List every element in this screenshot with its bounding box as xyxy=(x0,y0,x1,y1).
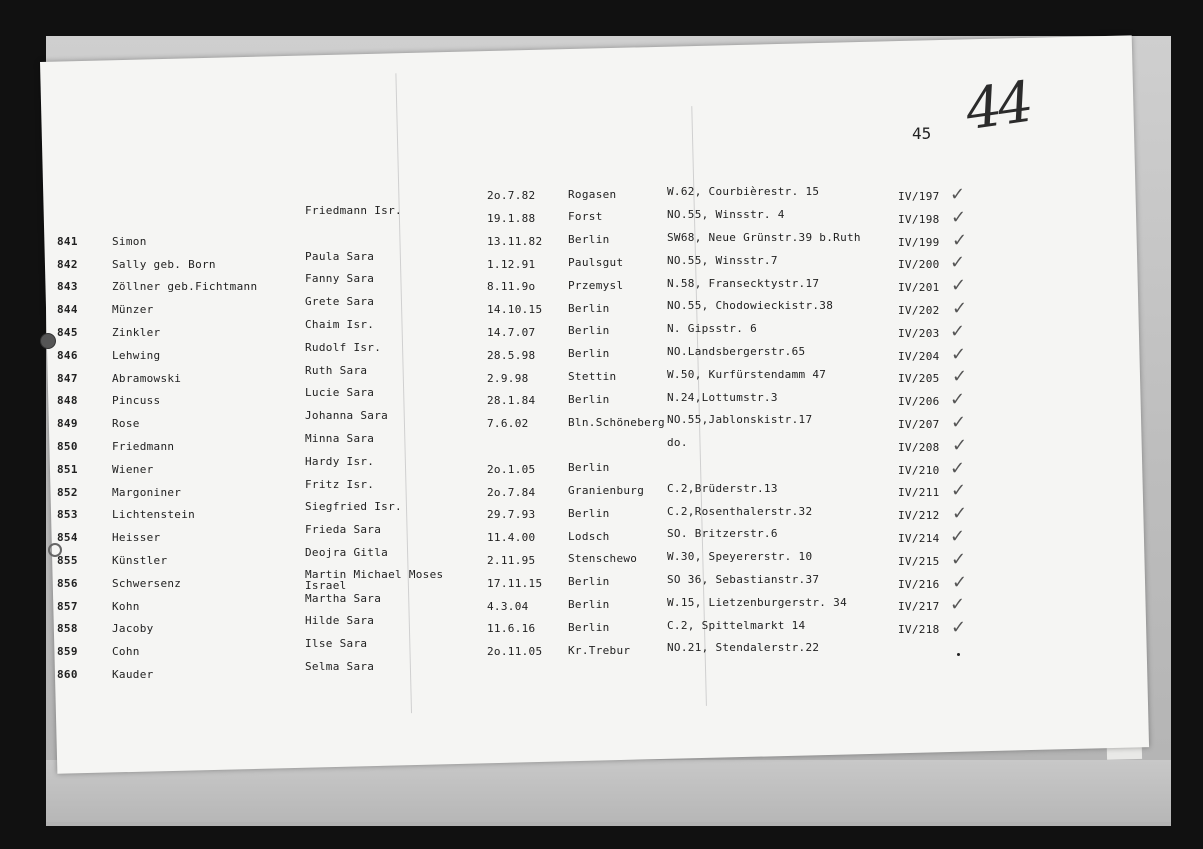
reference-number: IV/203 xyxy=(898,326,940,340)
row-number: 852 xyxy=(57,485,78,499)
address: NO.55, Chodowieckistr.38 xyxy=(667,299,834,313)
surname: Margoniner xyxy=(112,485,182,499)
handwritten-folio-number: 44 xyxy=(961,69,1034,144)
address: W.15, Lietzenburgerstr. 34 xyxy=(667,595,847,609)
address: NO.55, Winsstr. 4 xyxy=(667,208,785,222)
birthplace: Berlin xyxy=(568,597,610,611)
birthplace: Berlin xyxy=(568,575,610,589)
address: do. xyxy=(667,436,688,450)
surname: Lehwing xyxy=(112,348,161,362)
checkmark-icon: ✓ xyxy=(952,503,968,525)
row-number: 859 xyxy=(57,645,78,659)
reference-number: IV/216 xyxy=(898,577,940,591)
address: W.50, Kurfürstendamm 47 xyxy=(667,367,827,381)
checkmark-icon: ✓ xyxy=(952,434,968,456)
surname: Zinkler xyxy=(112,326,161,339)
reference-number: IV/210 xyxy=(898,463,940,477)
row-number: 858 xyxy=(57,622,78,636)
punch-hole-mark xyxy=(40,333,56,349)
address: NO.55, Winsstr.7 xyxy=(667,253,778,267)
row-number: 850 xyxy=(57,440,78,453)
given-names: Rudolf Isr. xyxy=(305,340,382,354)
reference-number: IV/207 xyxy=(898,418,940,431)
birth-date: 2o.11.05 xyxy=(487,645,543,659)
birthplace: Paulsgut xyxy=(568,255,624,269)
birthplace: Berlin xyxy=(568,461,610,475)
checkmark-icon: ✓ xyxy=(952,571,968,593)
birthplace: Bln.Schöneberg xyxy=(568,415,665,429)
given-names: Hardy Isr. xyxy=(305,454,375,468)
row-number: 847 xyxy=(57,371,78,385)
row-number: 851 xyxy=(57,462,78,476)
row-number: 848 xyxy=(57,394,78,408)
address: N.58, Fransecktystr.17 xyxy=(667,276,820,290)
reference-number: IV/211 xyxy=(898,486,940,500)
given-names: Friedmann Isr. xyxy=(305,204,402,217)
surname: Schwersenz xyxy=(112,576,182,590)
checkmark-icon: ✓ xyxy=(950,594,966,616)
given-names: Selma Sara xyxy=(305,660,375,673)
checkmark-icon: ✓ xyxy=(951,617,967,639)
reference-number: IV/212 xyxy=(898,509,940,523)
birthplace: Rogasen xyxy=(568,187,617,201)
birth-date: 11.4.00 xyxy=(487,531,536,545)
surname: Künstler xyxy=(112,554,168,567)
given-names: Lucie Sara xyxy=(305,386,375,400)
row-number: 845 xyxy=(57,326,78,339)
given-names: Fanny Sara xyxy=(305,272,375,286)
birth-date: 11.6.16 xyxy=(487,622,536,636)
birth-date: 2.11.95 xyxy=(487,554,536,568)
row-number: 855 xyxy=(57,554,78,567)
birth-date: 2.9.98 xyxy=(487,371,529,385)
surname: Cohn xyxy=(112,645,140,659)
birthplace: Berlin xyxy=(568,301,610,315)
birthplace: Stettin xyxy=(568,369,617,383)
checkmark-icon: ✓ xyxy=(950,457,966,479)
reference-number: IV/202 xyxy=(898,304,940,317)
column-rule xyxy=(395,73,412,713)
birthplace: Granienburg xyxy=(568,483,645,497)
given-names: Chaim Isr. xyxy=(305,318,375,331)
birth-date: 13.11.82 xyxy=(487,234,543,248)
given-names: Martin Michael Moses Israel xyxy=(305,567,444,592)
surname: Sally geb. Born xyxy=(112,257,216,271)
checkmark-icon: ✓ xyxy=(950,320,966,342)
reference-number: IV/218 xyxy=(898,623,940,637)
surname: Abramowski xyxy=(112,371,182,385)
checkmark-icon: ✓ xyxy=(950,526,966,547)
birthplace: Przemysl xyxy=(568,278,624,292)
given-names: Fritz Isr. xyxy=(305,477,375,491)
reference-number: IV/215 xyxy=(898,554,940,568)
birth-date: 17.11.15 xyxy=(487,576,543,590)
checkmark-icon: ✓ xyxy=(951,275,967,297)
birth-date: 4.3.04 xyxy=(487,599,529,613)
surname: Friedmann xyxy=(112,440,175,453)
given-names: Siegfried Isr. xyxy=(305,500,402,514)
birthplace: Lodsch xyxy=(568,529,610,543)
birth-date: 2o.7.82 xyxy=(487,189,536,203)
birth-date: 2o.1.05 xyxy=(487,462,536,476)
birth-date: 14.10.15 xyxy=(487,303,543,317)
address: SW68, Neue Grünstr.39 b.Ruth xyxy=(667,230,861,244)
checkmark-icon: ✓ xyxy=(951,412,967,433)
birth-date: 28.5.98 xyxy=(487,348,536,362)
row-number: 844 xyxy=(57,303,78,317)
birthplace: Berlin xyxy=(568,324,610,338)
reference-number: IV/201 xyxy=(898,281,940,295)
address: C.2, Spittelmarkt 14 xyxy=(667,618,806,632)
checkmark-icon: ✓ xyxy=(951,548,967,570)
birthplace: Berlin xyxy=(568,620,610,634)
given-names: Frieda Sara xyxy=(305,523,382,537)
surname: Heisser xyxy=(112,531,161,545)
surname: Kauder xyxy=(112,668,154,681)
birth-date: 14.7.07 xyxy=(487,326,536,340)
surname: Lichtenstein xyxy=(112,508,196,522)
checkmark-icon: ✓ xyxy=(951,480,967,502)
checkmark-icon: ✓ xyxy=(952,366,968,388)
ink-dot xyxy=(957,653,960,656)
checkmark-icon: ✓ xyxy=(952,298,968,319)
given-names: Martha Sara xyxy=(305,591,382,605)
reference-number: IV/217 xyxy=(898,600,940,614)
reference-number: IV/197 xyxy=(898,190,940,203)
reference-number: IV/200 xyxy=(898,258,940,272)
surname: Kohn xyxy=(112,599,140,613)
given-names: Ilse Sara xyxy=(305,637,368,651)
checkmark-icon: ✓ xyxy=(950,252,966,274)
surname: Jacoby xyxy=(112,622,154,636)
surname: Pincuss xyxy=(112,394,161,408)
given-names: Hilde Sara xyxy=(305,614,375,628)
punch-hole-ring xyxy=(48,543,62,557)
birth-date: 29.7.93 xyxy=(487,508,536,522)
row-number: 853 xyxy=(57,508,78,522)
surname: Zöllner geb.Fichtmann xyxy=(112,280,258,294)
surname: Münzer xyxy=(112,303,154,317)
reference-number: IV/214 xyxy=(898,532,940,545)
birth-date: 2o.7.84 xyxy=(487,485,536,499)
given-names: Ruth Sara xyxy=(305,363,368,377)
row-number: 841 xyxy=(57,234,78,248)
row-number: 843 xyxy=(57,280,78,294)
checkmark-icon: ✓ xyxy=(952,229,968,251)
typed-page-number: 45 xyxy=(912,124,932,143)
birth-date: 1.12.91 xyxy=(487,257,536,271)
checkmark-icon: ✓ xyxy=(950,184,966,205)
reference-number: IV/208 xyxy=(898,440,940,454)
reference-number: IV/206 xyxy=(898,395,940,409)
address: N.24,Lottumstr.3 xyxy=(667,390,778,404)
reference-number: IV/198 xyxy=(898,212,940,226)
surname: Simon xyxy=(112,234,147,248)
row-number: 842 xyxy=(57,257,78,271)
given-names: Minna Sara xyxy=(305,432,375,445)
address: SO 36, Sebastianstr.37 xyxy=(667,572,820,586)
birthplace: Berlin xyxy=(568,233,610,247)
address: NO.21, Stendalerstr.22 xyxy=(667,641,820,655)
address: N. Gipsstr. 6 xyxy=(667,322,757,336)
row-number: 854 xyxy=(57,531,78,545)
birth-date: 8.11.9o xyxy=(487,280,536,294)
row-number: 860 xyxy=(57,668,78,681)
birthplace: Stenschewo xyxy=(568,552,638,566)
address: C.2,Rosenthalerstr.32 xyxy=(667,504,813,518)
row-number: 856 xyxy=(57,576,78,590)
row-number: 846 xyxy=(57,348,78,362)
birthplace: Forst xyxy=(568,210,603,224)
surname: Wiener xyxy=(112,462,154,476)
birthplace: Berlin xyxy=(568,506,610,520)
surname: Rose xyxy=(112,417,140,431)
address: W.30, Speyererstr. 10 xyxy=(667,550,813,564)
birthplace: Berlin xyxy=(568,347,610,361)
row-number: 849 xyxy=(57,417,78,431)
address: W.62, Courbièrestr. 15 xyxy=(667,185,820,199)
address: NO.Landsbergerstr.65 xyxy=(667,344,806,358)
address: C.2,Brüderstr.13 xyxy=(667,481,778,495)
checkmark-icon: ✓ xyxy=(951,343,967,365)
checkmark-icon: ✓ xyxy=(950,389,966,411)
birthplace: Kr.Trebur xyxy=(568,643,631,657)
row-number: 857 xyxy=(57,599,78,613)
birthplace: Berlin xyxy=(568,392,610,406)
address: NO.55,Jablonskistr.17 xyxy=(667,413,813,427)
checkmark-icon: ✓ xyxy=(951,206,967,228)
birth-date: 7.6.02 xyxy=(487,417,529,431)
given-names: Johanna Sara xyxy=(305,409,389,423)
address: SO. Britzerstr.6 xyxy=(667,527,778,541)
birth-date: 19.1.88 xyxy=(487,212,536,226)
given-names: Paula Sara xyxy=(305,249,375,263)
reference-number: IV/199 xyxy=(898,235,940,249)
birth-date: 28.1.84 xyxy=(487,394,536,408)
reference-number: IV/204 xyxy=(898,349,940,363)
given-names: Deojra Gitla xyxy=(305,546,389,559)
reference-number: IV/205 xyxy=(898,372,940,386)
given-names: Grete Sara xyxy=(305,295,375,309)
